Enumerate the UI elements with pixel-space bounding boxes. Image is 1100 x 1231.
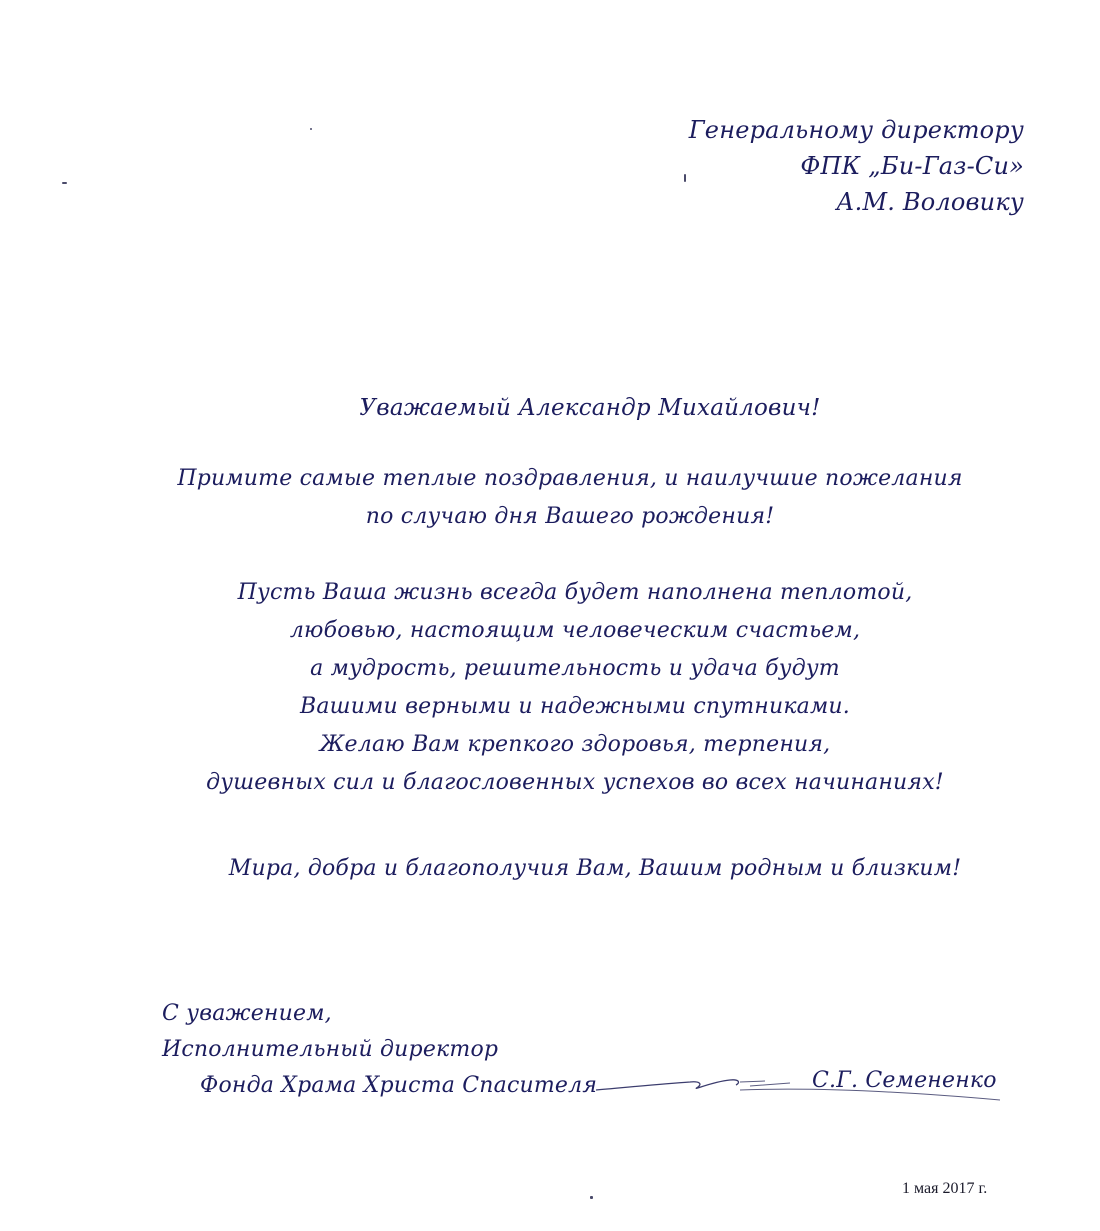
closing-position: Исполнительный директор [162, 1037, 499, 1062]
closing-regards: С уважением, [162, 1001, 332, 1026]
paragraph-line: Пусть Ваша жизнь всегда будет наполнена теплотой, [237, 580, 913, 605]
scan-speck [62, 182, 67, 184]
letter-date: 1 мая 2017 г. [902, 1180, 988, 1197]
paragraph-line: по случаю дня Вашего рождения! [365, 504, 775, 529]
congratulation-paragraph [0, 460, 1100, 536]
greeting: Уважаемый Александр Михайлович! [359, 395, 821, 421]
closing-wish: Мира, добра и благополучия Вам, Вашим родным и близким! [228, 856, 962, 881]
signer-name: С.Г. Семененко [812, 1068, 997, 1093]
addressee-company: ФПК „Би-Газ-Си» [800, 152, 1024, 180]
addressee-title: Генеральному директору [688, 116, 1024, 144]
scan-speck [590, 1196, 593, 1199]
closing-organization: Фонда Храма Христа Спасителя [200, 1073, 598, 1098]
paragraph-line: Желаю Вам крепкого здоровья, терпения, [319, 732, 831, 757]
paragraph-line: Вашими верными и надежными спутниками. [300, 694, 850, 719]
scan-speck [684, 174, 686, 182]
addressee-name: А.М. Воловику [836, 188, 1024, 216]
paragraph-line: Примите самые теплые поздравления, и наилучшие пожелания [177, 466, 963, 491]
wishes-paragraph [0, 574, 1100, 802]
paragraph-line: а мудрость, решительность и удача будут [310, 656, 840, 681]
closing-block [162, 996, 597, 1104]
paragraph-line: душевных сил и благословенных успехов во всех начинаниях! [206, 770, 944, 795]
scan-speck [310, 128, 312, 130]
paragraph-line: любовью, настоящим человеческим счастьем, [289, 618, 861, 643]
addressee-block [689, 112, 1024, 220]
